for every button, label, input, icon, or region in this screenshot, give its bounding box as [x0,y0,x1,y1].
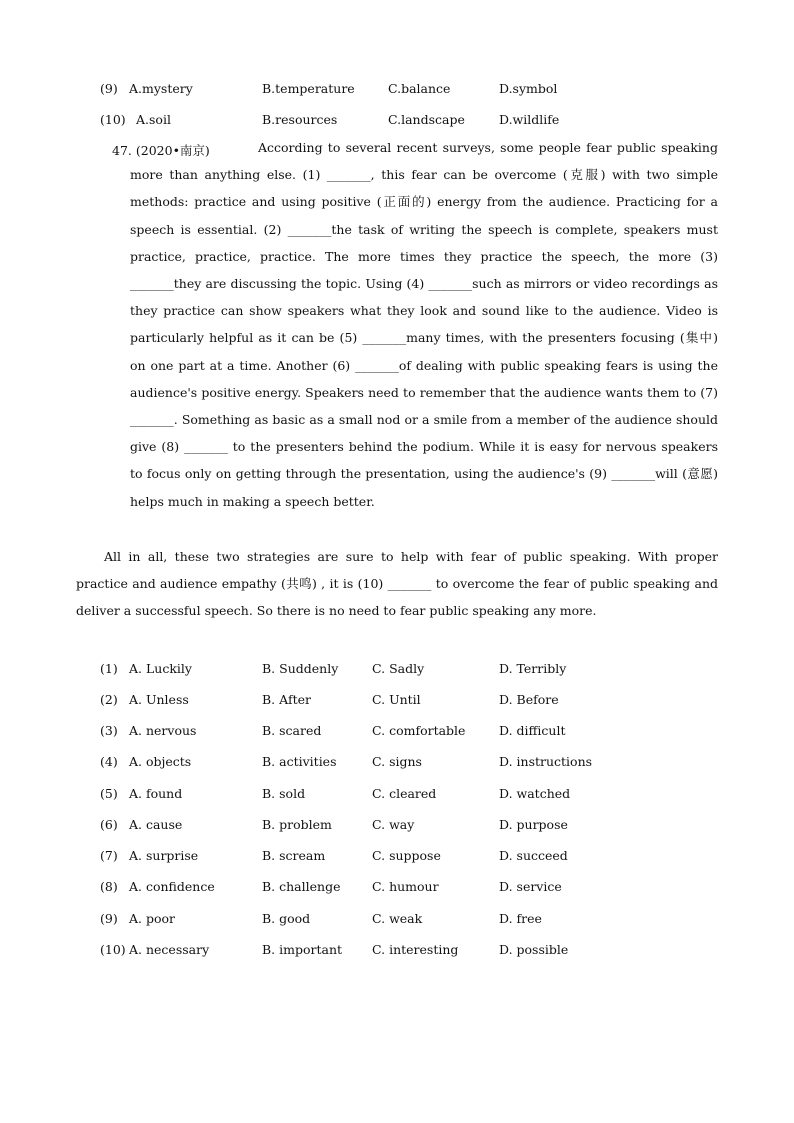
option-d: D. watched [499,786,571,801]
option-b: B. important [262,942,343,957]
option-a: A. cause [129,817,183,832]
option-number: (4) [100,754,118,769]
option-b: B.resources [262,112,338,127]
option-number: (6) [100,817,118,832]
option-a: A.mystery [129,81,193,96]
option-a: A.soil [136,112,171,127]
option-c: C.landscape [388,112,465,127]
option-d: D.symbol [499,81,558,96]
option-d: D. Terribly [499,661,567,676]
option-number: (5) [100,786,118,801]
question-number: 47. [112,143,132,158]
option-b: B. After [262,692,311,707]
option-b: B. scream [262,848,326,863]
option-d: D.wildlife [499,112,560,127]
option-c: C. interesting [372,942,459,957]
option-number: (8) [100,879,118,894]
option-a: A. confidence [129,879,215,894]
option-c: C. way [372,817,415,832]
option-c: C.balance [388,81,451,96]
option-a: A. surprise [129,848,199,863]
option-a: A. poor [129,911,176,926]
option-d: D. free [499,911,542,926]
option-c: C. Sadly [372,661,425,676]
option-d: D. Before [499,692,559,707]
option-a: A. nervous [129,723,197,738]
option-b: B. challenge [262,879,341,894]
option-number: (10) [100,112,126,127]
question-source: (2020•南京) [135,143,210,158]
option-a: A. Luckily [129,661,192,676]
option-b: B. Suddenly [262,661,339,676]
option-b: B. sold [262,786,306,801]
option-b: B.temperature [262,81,355,96]
option-a: A. Unless [129,692,189,707]
option-number: (7) [100,848,118,863]
option-number: (9) [100,911,118,926]
option-number: (1) [100,661,118,676]
option-c: C. weak [372,911,423,926]
option-c: C. Until [372,692,421,707]
option-a: A. necessary [129,942,210,957]
option-number: (9) [100,81,118,96]
option-number: (10) [100,942,126,957]
option-number: (3) [100,723,118,738]
option-d: D. succeed [499,848,568,863]
option-b: B. good [262,911,311,926]
option-d: D. purpose [499,817,568,832]
option-c: C. cleared [372,786,437,801]
option-c: C. suppose [372,848,441,863]
option-a: A. found [129,786,183,801]
question-passage: According to several recent surveys, some people fear public speaking more than anything else. (1) _______, this fear can be overcome (克服) with two simple methods: practice and using positive (正面的) energy from the audience. Practicing for a speech is essential. (2) _______the task of writing the speech is complete, speakers must practice, practice, practice. The more times they practice the speech, the more (3) _______they are discussing the topic. Using (4) _______such as mirrors or video recordings as they practice can show speakers what they look and sound like to the audience. Video is particularly helpful as it can be (5) _______many times, with the presenters focusing (集中) on one part at a time. Another (6) _______of dealing with public speaking fears is using the audience's positive energy. Speakers need to remember that the audience wants them to (7) _______. Something as basic as a small nod or a smile from a member of the audience should give (8) _______ to the presenters behind the podium. While it is easy for nervous speakers to focus only on getting through the presentation, using the audience's (9) _______will (意愿) helps much in making a speech better. [130,140,718,509]
option-b: B. activities [262,754,337,769]
option-d: D. service [499,879,562,894]
option-b: B. scared [262,723,322,738]
option-c: C. signs [372,754,422,769]
option-number: (2) [100,692,118,707]
question-conclusion: All in all, these two strategies are sure to help with fear of public speaking. With proper practice and audience empathy (共鸣) , it is (10) _______ to overcome the fear of public speaking and deliver a successful speech. So there is no need to fear public speaking any more. [76,549,718,619]
option-d: D. possible [499,942,569,957]
option-d: D. difficult [499,723,566,738]
option-d: D. instructions [499,754,593,769]
option-c: C. humour [372,879,439,894]
option-a: A. objects [129,754,192,769]
option-c: C. comfortable [372,723,466,738]
option-b: B. problem [262,817,332,832]
